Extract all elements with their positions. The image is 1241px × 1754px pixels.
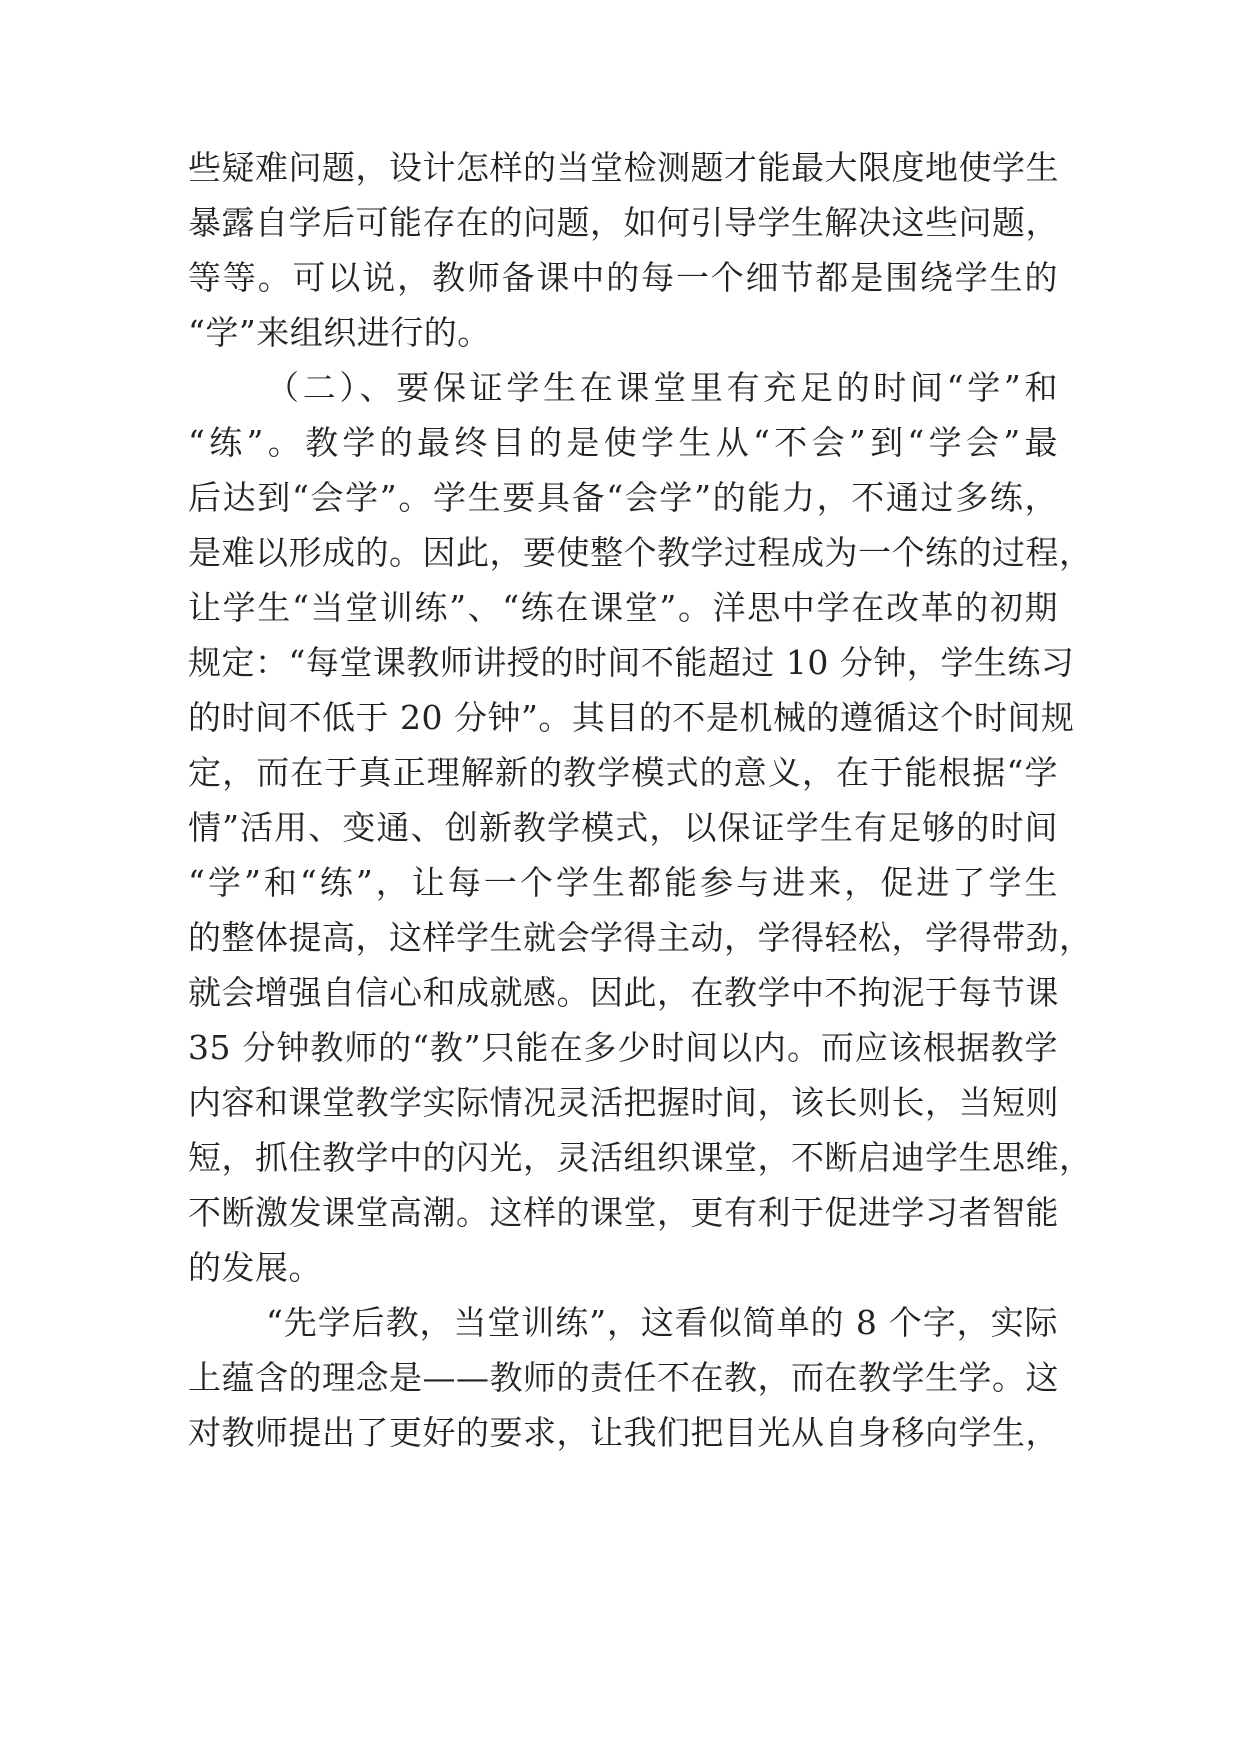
- text-line: 后达到“会学”。学生要具备“会学”的能力，不通过多练，: [188, 478, 1058, 517]
- text-line: 35 分钟教师的“教”只能在多少时间以内。而应该根据教学: [188, 1028, 1058, 1067]
- text-line: 就会增强自信心和成就感。因此，在教学中不拘泥于每节课: [188, 973, 1059, 1012]
- text-line: 对教师提出了更好的要求，让我们把目光从自身移向学生，: [188, 1413, 1059, 1452]
- text-line: 些疑难问题，设计怎样的当堂检测题才能最大限度地使学生: [188, 148, 1059, 187]
- section-heading-line: （二）、要保证学生在课堂里有充足的时间“学”和: [266, 368, 1058, 407]
- text-line: 内容和课堂教学实际情况灵活把握时间，该长则长，当短则: [188, 1083, 1059, 1122]
- text-line: 是难以形成的。因此，要使整个教学过程成为一个练的过程，: [188, 533, 1093, 572]
- text-line: 的时间不低于 20 分钟”。其目的不是机械的遵循这个时间规: [188, 698, 1075, 737]
- text-line: “先学后教，当堂训练”，这看似简单的 8 个字，实际: [266, 1303, 1058, 1342]
- text-line: 不断激发课堂高潮。这样的课堂，更有利于促进学习者智能: [188, 1193, 1059, 1232]
- text-line: 的整体提高，这样学生就会学得主动，学得轻松，学得带劲，: [188, 918, 1093, 957]
- text-line: “练”。教学的最终目的是使学生从“不会”到“学会”最: [188, 423, 1058, 462]
- text-line: 规定：“每堂课教师讲授的时间不能超过 10 分钟，学生练习: [188, 643, 1075, 682]
- text-line: 情”活用、变通、创新教学模式，以保证学生有足够的时间: [188, 808, 1058, 847]
- text-line: “学”和“练”，让每一个学生都能参与进来，促进了学生: [188, 863, 1058, 902]
- text-line: 短，抓住教学中的闪光，灵活组织课堂，不断启迪学生思维，: [188, 1138, 1093, 1177]
- text-line: 的发展。: [188, 1248, 322, 1287]
- text-line: 等等。可以说，教师备课中的每一个细节都是围绕学生的: [188, 258, 1058, 297]
- text-line: 定，而在于真正理解新的教学模式的意义，在于能根据“学: [188, 753, 1058, 792]
- text-line: 上蕴含的理念是——教师的责任不在教，而在教学生学。这: [188, 1358, 1059, 1397]
- text-line: 让学生“当堂训练”、“练在课堂”。洋思中学在改革的初期: [188, 588, 1058, 627]
- text-line: “学”来组织进行的。: [188, 313, 491, 352]
- text-line: 暴露自学后可能存在的问题，如何引导学生解决这些问题，: [188, 203, 1059, 242]
